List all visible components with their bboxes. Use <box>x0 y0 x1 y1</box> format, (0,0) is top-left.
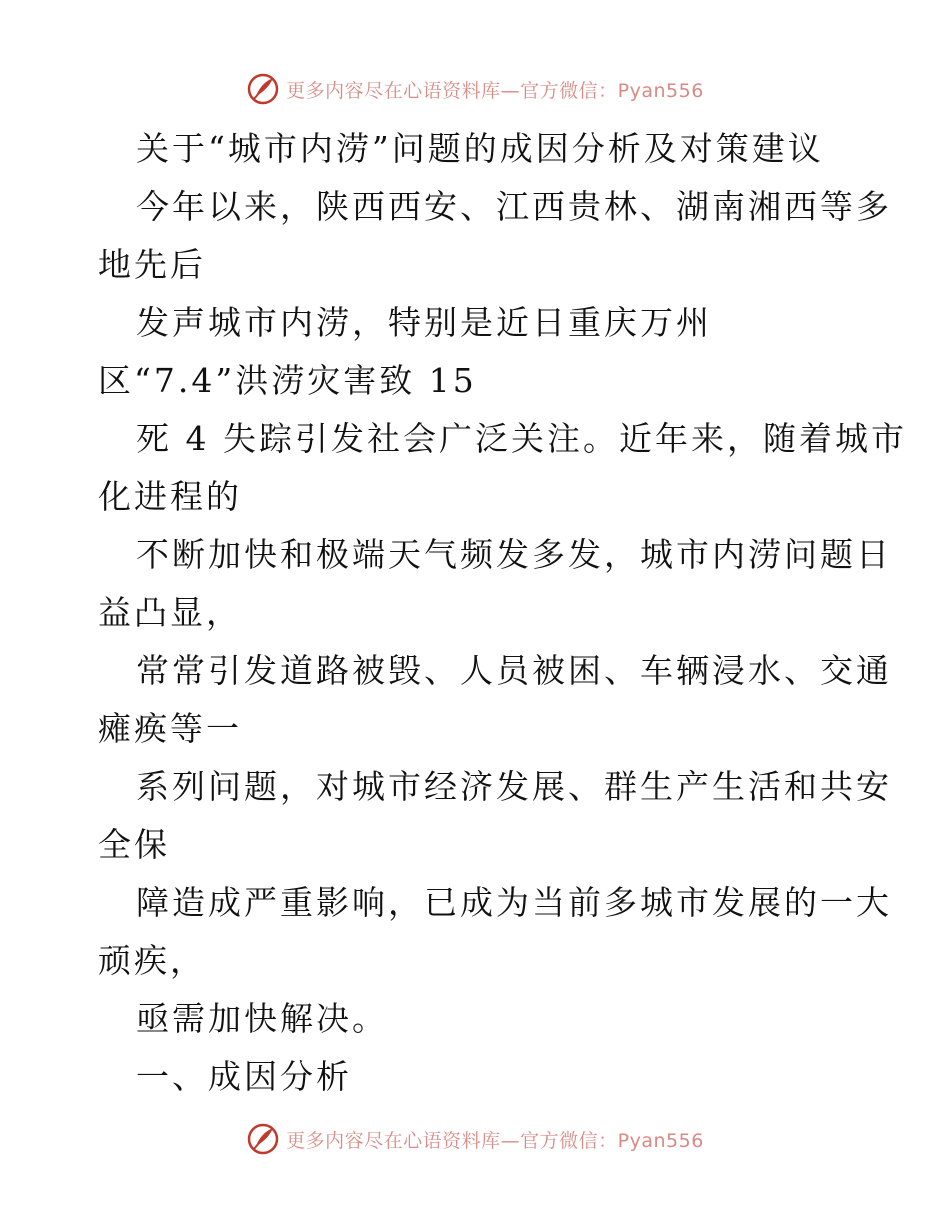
document-title: 关于“城市内涝”问题的成因分析及对策建议 <box>136 129 824 168</box>
paragraph-line: 死 4 失踪引发社会广泛关注。近年来，随着城市 <box>136 419 907 458</box>
paragraph-line: 地先后 <box>98 245 206 284</box>
paragraph-line: 系列问题，对城市经济发展、群生产生活和共安 <box>136 767 892 806</box>
paragraph-line: 障造成严重影响，已成为当前多城市发展的一大 <box>136 883 892 922</box>
paragraph-line: 亟需加快解决。 <box>136 999 388 1038</box>
paragraph-line: 今年以来，陕西西安、江西贵林、湖南湘西等多 <box>136 187 892 226</box>
feather-pen-logo-icon <box>246 1122 280 1156</box>
feather-pen-logo-icon <box>246 72 280 106</box>
paragraph-line: 区“7.4”洪涝灾害致 15 <box>98 361 477 400</box>
paragraph-line: 常常引发道路被毁、人员被困、车辆浸水、交通 <box>136 651 892 690</box>
section-heading: 一、成因分析 <box>136 1057 352 1096</box>
paragraph-line: 益凸显， <box>98 593 242 632</box>
paragraph-line: 发声城市内涝，特别是近日重庆万州 <box>136 303 712 342</box>
header-watermark <box>0 72 950 106</box>
paragraph-line: 不断加快和极端天气频发多发，城市内涝问题日 <box>136 535 892 574</box>
paragraph-line: 顽疾， <box>98 941 206 980</box>
watermark-text: 更多内容尽在心语资料库—官方微信：Pyan556 <box>286 79 704 102</box>
document-body <box>98 120 907 1106</box>
watermark-text: 更多内容尽在心语资料库—官方微信：Pyan556 <box>286 1129 704 1152</box>
paragraph-line: 瘫痪等一 <box>98 709 242 748</box>
paragraph-line: 全保 <box>98 825 170 864</box>
footer-watermark <box>0 1122 950 1156</box>
paragraph-line: 化进程的 <box>98 477 242 516</box>
